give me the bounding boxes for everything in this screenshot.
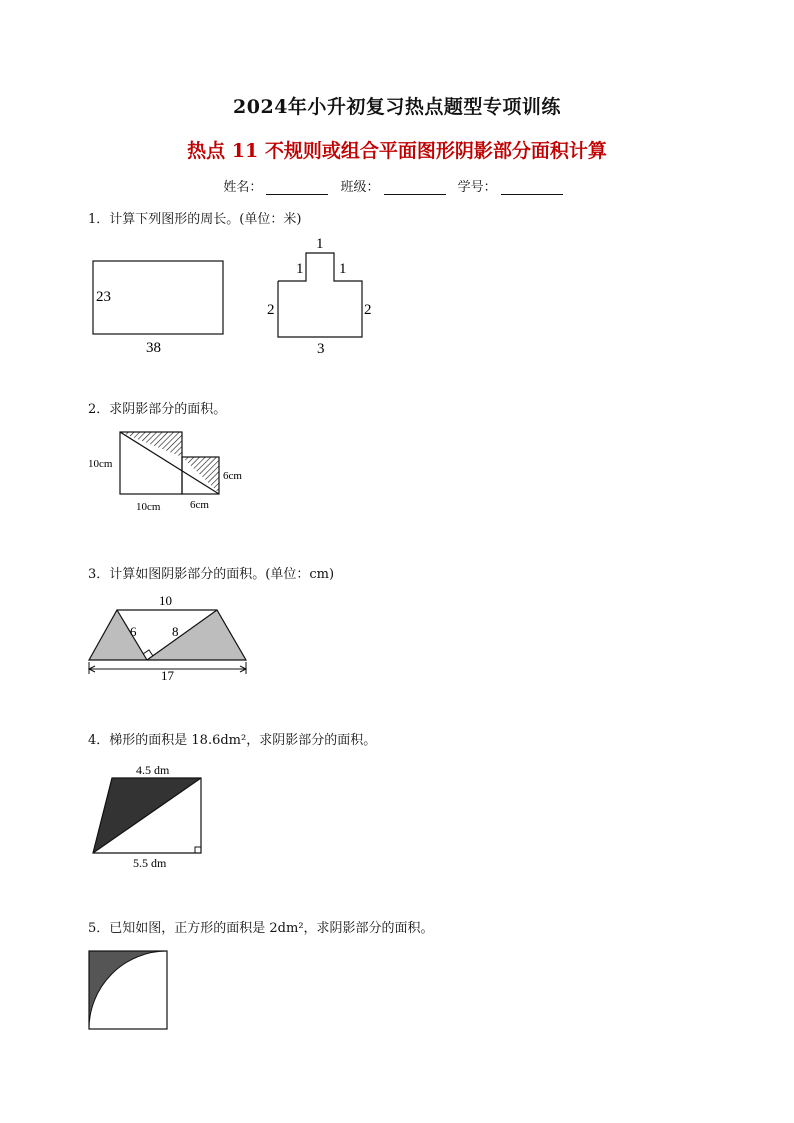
q1-bottom-label: 3 <box>317 341 325 357</box>
q1-rect-width-label: 38 <box>146 340 161 356</box>
q1-rectangle <box>93 261 223 334</box>
q3-top-label: 10 <box>159 593 172 608</box>
q5-shaded-region <box>89 951 167 1029</box>
q3-bottom-label: 17 <box>161 668 174 683</box>
q1-left-upper-label: 1 <box>296 261 304 277</box>
question-4-text: 4．梯形的面积是 18.6dm²，求阴影部分的面积。 <box>88 733 377 748</box>
q3-shaded-left <box>89 610 147 660</box>
q4-top-label: 4.5 dm <box>136 763 170 777</box>
q1-right-lower-label: 2 <box>364 302 372 318</box>
question-5-text: 5．已知如图，正方形的面积是 2dm²，求阴影部分的面积。 <box>88 921 434 936</box>
name-label: 姓名： <box>223 180 263 195</box>
q2-left-side-label: 10cm <box>88 458 113 470</box>
q2-shaded-upper <box>120 432 182 457</box>
q1-right-upper-label: 1 <box>339 261 347 277</box>
q1-step-figure <box>267 236 372 357</box>
q2-bottom-right-label: 6cm <box>190 499 209 511</box>
q1-step-shape <box>278 253 362 337</box>
q3-right-leg-label: 8 <box>172 624 179 639</box>
q3-left-leg-label: 6 <box>130 624 137 639</box>
question-2-text: 2．求阴影部分的面积。 <box>88 402 227 417</box>
q4-right-angle-mark <box>195 847 201 853</box>
q1-left-lower-label: 2 <box>267 302 275 318</box>
q1-rectangle-figure <box>93 261 223 356</box>
q4-bottom-label: 5.5 dm <box>133 856 167 870</box>
q5-figure <box>89 951 167 1029</box>
q2-right-side-label: 6cm <box>223 470 242 482</box>
q3-figure <box>89 593 246 683</box>
q2-bottom-left-label: 10cm <box>136 501 161 513</box>
q4-figure <box>93 763 201 870</box>
question-3-text: 3．计算如图阴影部分的面积。(单位：cm) <box>88 567 335 582</box>
q2-figure <box>88 432 242 513</box>
page-title: 2024年小升初复习热点题型专项训练 <box>233 96 561 118</box>
q1-rect-height-label: 23 <box>96 289 111 305</box>
id-label: 学号： <box>457 180 497 195</box>
question-1-text: 1．计算下列图形的周长。(单位：米) <box>88 212 302 227</box>
q1-top-label: 1 <box>316 236 324 252</box>
class-label: 班级： <box>340 180 380 195</box>
page-subtitle: 热点 11 不规则或组合平面图形阴影部分面积计算 <box>187 140 607 162</box>
